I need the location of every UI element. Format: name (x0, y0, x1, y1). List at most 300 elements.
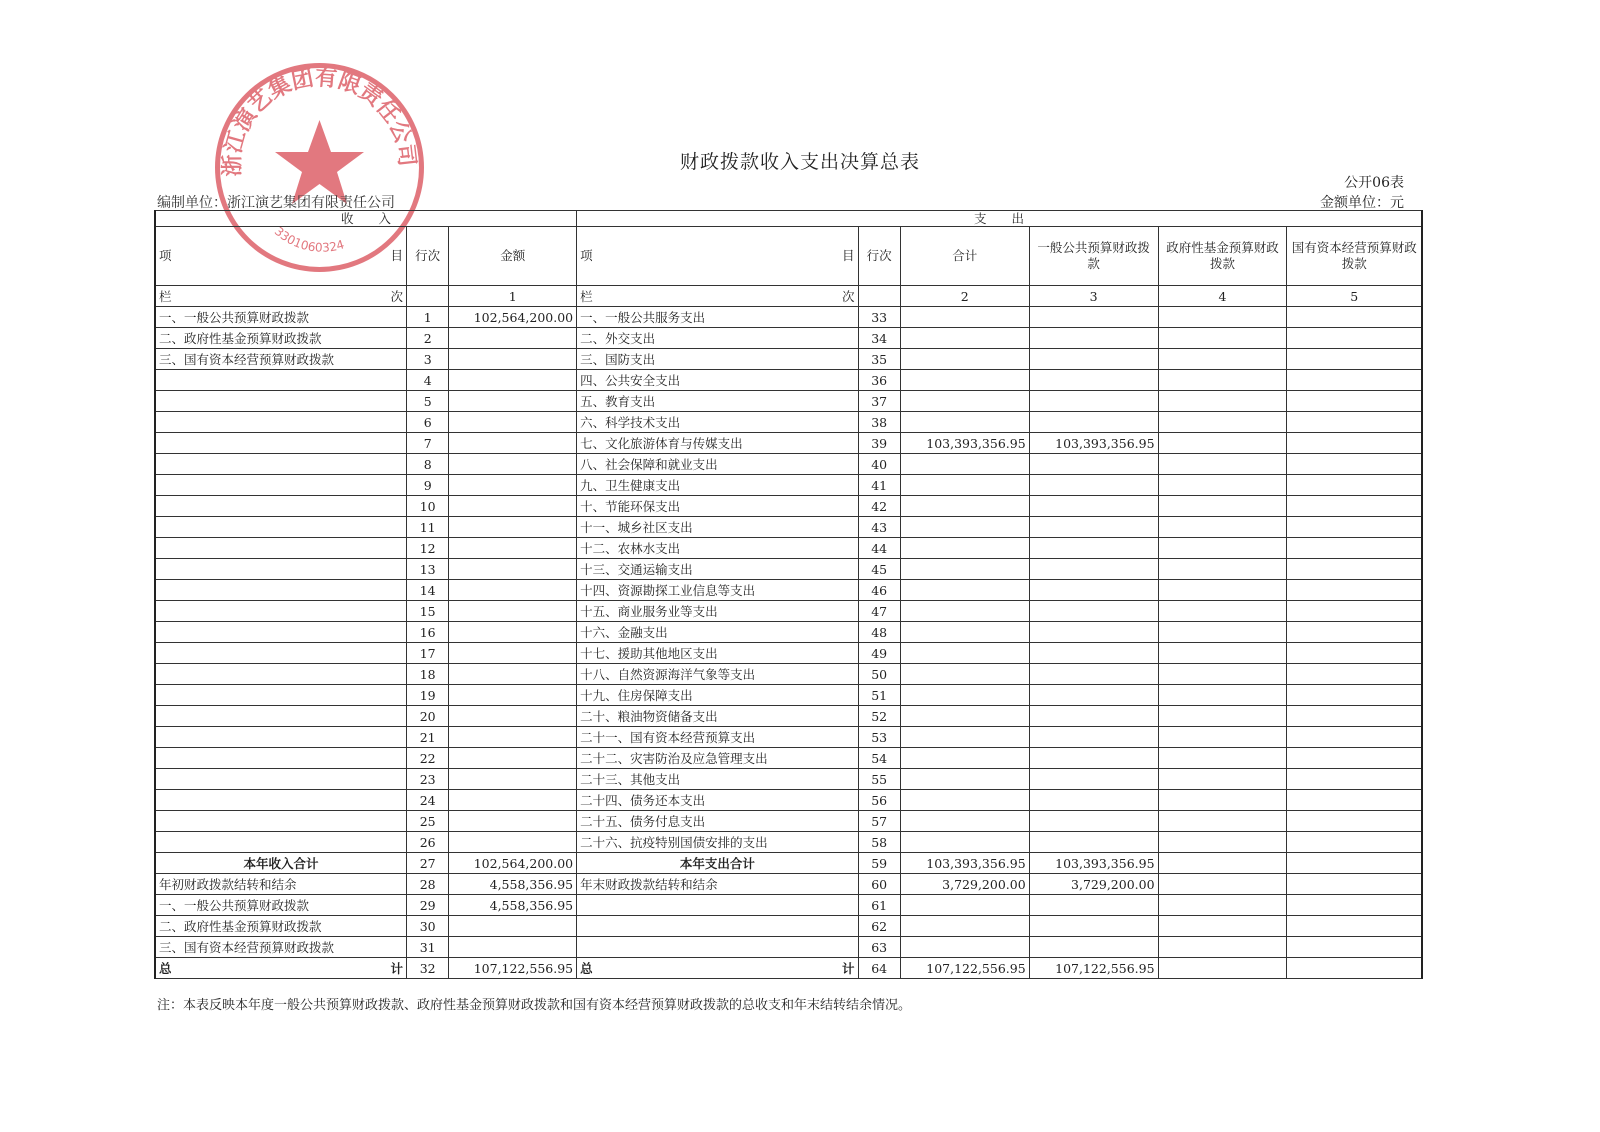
general-budget-amount (1029, 370, 1158, 391)
income-amount: 4,558,356.95 (449, 874, 577, 895)
general-budget-amount (1029, 349, 1158, 370)
expense-row-no: 39 (858, 433, 900, 454)
income-row-no: 4 (407, 370, 449, 391)
expense-row-no: 43 (858, 517, 900, 538)
fund-budget-amount (1158, 496, 1287, 517)
expense-row-no: 36 (858, 370, 900, 391)
income-item (155, 517, 407, 538)
expense-total (900, 328, 1029, 349)
general-budget-amount (1029, 727, 1158, 748)
table-row (155, 874, 1422, 895)
state-capital-amount (1287, 727, 1422, 748)
fund-budget-amount (1158, 685, 1287, 706)
income-row-no: 1 (407, 307, 449, 328)
state-capital-amount (1287, 937, 1422, 958)
table-row (155, 916, 1422, 937)
fund-budget-amount (1158, 454, 1287, 475)
income-row-no: 25 (407, 811, 449, 832)
expense-row-no: 56 (858, 790, 900, 811)
income-row-no: 8 (407, 454, 449, 475)
expense-row-no: 54 (858, 748, 900, 769)
income-item: 三、国有资本经营预算财政拨款 (155, 937, 407, 958)
expense-total (900, 454, 1029, 475)
income-item (155, 664, 407, 685)
income-item (155, 811, 407, 832)
income-row-no: 9 (407, 475, 449, 496)
expense-total (900, 475, 1029, 496)
fund-budget-amount (1158, 706, 1287, 727)
income-item: 二、政府性基金预算财政拨款 (155, 916, 407, 937)
expense-total (900, 559, 1029, 580)
expense-item (577, 937, 858, 958)
expense-item: 二十二、灾害防治及应急管理支出 (577, 748, 858, 769)
income-item (155, 454, 407, 475)
table-row (155, 412, 1422, 433)
income-item: 三、国有资本经营预算财政拨款 (155, 349, 407, 370)
income-row-no: 12 (407, 538, 449, 559)
table-row (155, 937, 1422, 958)
income-amount (449, 916, 577, 937)
general-budget-amount (1029, 517, 1158, 538)
fund-budget-amount (1158, 916, 1287, 937)
income-row-no: 31 (407, 937, 449, 958)
expense-item (577, 916, 858, 937)
income-row-no: 20 (407, 706, 449, 727)
expense-total (900, 538, 1029, 559)
income-row-no: 7 (407, 433, 449, 454)
fund-budget-amount (1158, 748, 1287, 769)
expense-row-no: 40 (858, 454, 900, 475)
table-row (155, 769, 1422, 790)
table-row (155, 559, 1422, 580)
expense-item: 十五、商业服务业等支出 (577, 601, 858, 622)
expense-total (900, 748, 1029, 769)
general-budget-amount (1029, 454, 1158, 475)
fund-budget-amount (1158, 643, 1287, 664)
income-item (155, 496, 407, 517)
fund-budget-amount (1158, 328, 1287, 349)
income-row-no: 17 (407, 643, 449, 664)
income-item: 年初财政拨款结转和结余 (155, 874, 407, 895)
income-row-no: 13 (407, 559, 449, 580)
expense-row-no: 63 (858, 937, 900, 958)
income-row-no: 21 (407, 727, 449, 748)
expense-total-header: 合计 (900, 227, 1029, 286)
general-budget-amount (1029, 307, 1158, 328)
expense-item: 八、社会保障和就业支出 (577, 454, 858, 475)
income-row-no: 10 (407, 496, 449, 517)
table-row (155, 853, 1422, 874)
income-row-no: 16 (407, 622, 449, 643)
income-amount (449, 790, 577, 811)
income-item (155, 370, 407, 391)
general-budget-amount (1029, 706, 1158, 727)
table-row (155, 895, 1422, 916)
expense-item: 十七、援助其他地区支出 (577, 643, 858, 664)
expense-row-no: 53 (858, 727, 900, 748)
expense-row-no: 45 (858, 559, 900, 580)
state-capital-amount (1287, 895, 1422, 916)
income-amount (449, 370, 577, 391)
state-capital-amount (1287, 517, 1422, 538)
state-capital-amount (1287, 307, 1422, 328)
income-row-no: 28 (407, 874, 449, 895)
general-budget-header: 一般公共预算财政拨款 (1029, 227, 1158, 286)
expense-item: 二十、粮油物资储备支出 (577, 706, 858, 727)
state-capital-amount (1287, 433, 1422, 454)
table-row (155, 601, 1422, 622)
expense-total (900, 370, 1029, 391)
state-capital-amount (1287, 811, 1422, 832)
income-row-no: 22 (407, 748, 449, 769)
income-row-no: 26 (407, 832, 449, 853)
table-row (155, 349, 1422, 370)
income-row-no: 2 (407, 328, 449, 349)
income-item (155, 790, 407, 811)
expense-row-no: 52 (858, 706, 900, 727)
expense-total (900, 601, 1029, 622)
expense-total (900, 622, 1029, 643)
expense-item: 十二、农林水支出 (577, 538, 858, 559)
table-row (155, 832, 1422, 853)
table-row (155, 391, 1422, 412)
expense-item-header: 项 目 (577, 227, 858, 286)
expense-item: 二十五、债务付息支出 (577, 811, 858, 832)
expense-row-no: 50 (858, 664, 900, 685)
fund-budget-amount (1158, 790, 1287, 811)
expense-total (900, 391, 1029, 412)
expense-total (900, 664, 1029, 685)
income-amount (449, 769, 577, 790)
table-row (155, 685, 1422, 706)
expense-item: 本年支出合计 (577, 853, 858, 874)
expense-item: 十三、交通运输支出 (577, 559, 858, 580)
state-capital-amount (1287, 664, 1422, 685)
general-budget-amount (1029, 559, 1158, 580)
income-item (155, 391, 407, 412)
income-amount (449, 601, 577, 622)
general-budget-amount (1029, 832, 1158, 853)
income-item: 一、一般公共预算财政拨款 (155, 307, 407, 328)
fund-budget-amount (1158, 433, 1287, 454)
expense-item: 三、国防支出 (577, 349, 858, 370)
income-amount (449, 391, 577, 412)
income-item (155, 538, 407, 559)
state-capital-amount (1287, 580, 1422, 601)
income-item (155, 727, 407, 748)
income-amount: 4,558,356.95 (449, 895, 577, 916)
expense-row-no: 55 (858, 769, 900, 790)
general-budget-amount (1029, 580, 1158, 601)
table-row (155, 475, 1422, 496)
income-amount: 102,564,200.00 (449, 307, 577, 328)
fund-budget-header: 政府性基金预算财政拨款 (1158, 227, 1287, 286)
income-item (155, 643, 407, 664)
expense-row-no: 47 (858, 601, 900, 622)
amount-unit: 金额单位：元 (1320, 195, 1404, 211)
expense-total: 103,393,356.95 (900, 853, 1029, 874)
expense-item: 一、一般公共服务支出 (577, 307, 858, 328)
general-budget-amount (1029, 937, 1158, 958)
state-capital-amount (1287, 769, 1422, 790)
general-budget-amount (1029, 601, 1158, 622)
table-row (155, 706, 1422, 727)
fund-budget-amount (1158, 958, 1287, 979)
income-header: 收 入 (155, 211, 577, 227)
table-row (155, 580, 1422, 601)
fund-budget-amount (1158, 307, 1287, 328)
income-amount (449, 454, 577, 475)
state-capital-amount (1287, 622, 1422, 643)
income-row-no: 32 (407, 958, 449, 979)
income-row-no: 6 (407, 412, 449, 433)
fund-budget-amount (1158, 622, 1287, 643)
state-capital-amount (1287, 412, 1422, 433)
expense-total (900, 811, 1029, 832)
income-item (155, 832, 407, 853)
income-amount (449, 622, 577, 643)
income-row-no: 18 (407, 664, 449, 685)
income-item (155, 769, 407, 790)
general-budget-amount (1029, 685, 1158, 706)
general-budget-amount (1029, 643, 1158, 664)
fund-budget-amount (1158, 601, 1287, 622)
income-item (155, 433, 407, 454)
income-item (155, 685, 407, 706)
expense-row-no: 44 (858, 538, 900, 559)
state-capital-amount (1287, 601, 1422, 622)
income-row-no: 27 (407, 853, 449, 874)
table-row (155, 433, 1422, 454)
expense-item: 十四、资源勘探工业信息等支出 (577, 580, 858, 601)
income-amount (449, 727, 577, 748)
expense-total (900, 580, 1029, 601)
table-row (155, 811, 1422, 832)
expense-total (900, 727, 1029, 748)
expense-item: 二十三、其他支出 (577, 769, 858, 790)
income-amount (449, 748, 577, 769)
expense-total (900, 496, 1029, 517)
income-item (155, 601, 407, 622)
expense-row-no: 42 (858, 496, 900, 517)
income-item (155, 559, 407, 580)
fund-budget-amount (1158, 874, 1287, 895)
expense-total (900, 517, 1029, 538)
expense-row-no: 46 (858, 580, 900, 601)
general-budget-amount (1029, 916, 1158, 937)
budget-table (154, 210, 1423, 979)
state-capital-amount (1287, 454, 1422, 475)
table-row (155, 454, 1422, 475)
income-amount (449, 517, 577, 538)
expense-item: 年末财政拨款结转和结余 (577, 874, 858, 895)
general-budget-amount (1029, 748, 1158, 769)
general-budget-amount (1029, 811, 1158, 832)
expense-row-no: 34 (858, 328, 900, 349)
state-capital-amount (1287, 853, 1422, 874)
expense-row-no: 51 (858, 685, 900, 706)
general-budget-amount (1029, 790, 1158, 811)
general-budget-amount: 103,393,356.95 (1029, 853, 1158, 874)
fund-budget-amount (1158, 559, 1287, 580)
expense-item: 十六、金融支出 (577, 622, 858, 643)
expense-item: 十、节能环保支出 (577, 496, 858, 517)
expense-row-no: 60 (858, 874, 900, 895)
income-item: 本年收入合计 (155, 853, 407, 874)
income-row-no: 29 (407, 895, 449, 916)
state-capital-header: 国有资本经营预算财政拨款 (1287, 227, 1422, 286)
income-amount (449, 349, 577, 370)
income-amount (449, 811, 577, 832)
expense-total (900, 937, 1029, 958)
expense-row-no: 37 (858, 391, 900, 412)
expense-item: 六、科学技术支出 (577, 412, 858, 433)
state-capital-amount (1287, 496, 1422, 517)
income-amount (449, 433, 577, 454)
expense-total: 103,393,356.95 (900, 433, 1029, 454)
expense-row-no: 61 (858, 895, 900, 916)
state-capital-amount (1287, 874, 1422, 895)
fund-budget-amount (1158, 580, 1287, 601)
table-row (155, 538, 1422, 559)
state-capital-amount (1287, 790, 1422, 811)
income-amount (449, 706, 577, 727)
general-budget-amount (1029, 391, 1158, 412)
income-amount: 102,564,200.00 (449, 853, 577, 874)
table-row (155, 517, 1422, 538)
expense-row-no-header: 行次 (858, 227, 900, 286)
state-capital-amount (1287, 685, 1422, 706)
income-row-no: 15 (407, 601, 449, 622)
income-row-no: 3 (407, 349, 449, 370)
fund-budget-amount (1158, 370, 1287, 391)
fund-budget-amount (1158, 937, 1287, 958)
expense-row-no: 58 (858, 832, 900, 853)
expense-row-no: 49 (858, 643, 900, 664)
income-amount (449, 937, 577, 958)
income-item-header: 项 目 (155, 227, 407, 286)
income-amount (449, 664, 577, 685)
fund-budget-amount (1158, 769, 1287, 790)
income-item (155, 748, 407, 769)
expense-total (900, 349, 1029, 370)
general-budget-amount (1029, 328, 1158, 349)
state-capital-amount (1287, 538, 1422, 559)
state-capital-amount (1287, 643, 1422, 664)
table-row (155, 370, 1422, 391)
expense-item: 九、卫生健康支出 (577, 475, 858, 496)
expense-item: 二十四、债务还本支出 (577, 790, 858, 811)
expense-item: 四、公共安全支出 (577, 370, 858, 391)
income-row-no: 30 (407, 916, 449, 937)
expense-total (900, 916, 1029, 937)
income-item (155, 622, 407, 643)
form-number: 公开06表 (1344, 175, 1404, 191)
expense-item (577, 895, 858, 916)
fund-budget-amount (1158, 412, 1287, 433)
income-grand-total-label: 总 计 (155, 958, 407, 979)
general-budget-amount (1029, 538, 1158, 559)
table-row (155, 643, 1422, 664)
income-row-no: 5 (407, 391, 449, 412)
general-budget-amount: 3,729,200.00 (1029, 874, 1158, 895)
general-budget-amount (1029, 664, 1158, 685)
expense-item: 七、文化旅游体育与传媒支出 (577, 433, 858, 454)
state-capital-amount (1287, 916, 1422, 937)
income-row-no: 23 (407, 769, 449, 790)
expense-item: 五、教育支出 (577, 391, 858, 412)
fund-budget-amount (1158, 538, 1287, 559)
table-row (155, 328, 1422, 349)
income-amount (449, 538, 577, 559)
expense-row-no: 57 (858, 811, 900, 832)
table-row (155, 664, 1422, 685)
income-amount: 107,122,556.95 (449, 958, 577, 979)
expense-total (900, 307, 1029, 328)
state-capital-amount (1287, 349, 1422, 370)
expense-total: 107,122,556.95 (900, 958, 1029, 979)
expense-item: 二十六、抗疫特别国债安排的支出 (577, 832, 858, 853)
income-amount-header: 金额 (449, 227, 577, 286)
fund-budget-amount (1158, 895, 1287, 916)
income-item: 一、一般公共预算财政拨款 (155, 895, 407, 916)
income-item (155, 706, 407, 727)
general-budget-amount (1029, 475, 1158, 496)
table-note: 注：本表反映本年度一般公共预算财政拨款、政府性基金预算财政拨款和国有资本经营预算财政拨款的总收支和年末结转结余情况。 (157, 998, 912, 1013)
table-row (155, 748, 1422, 769)
income-amount (449, 328, 577, 349)
state-capital-amount (1287, 958, 1422, 979)
general-budget-amount (1029, 412, 1158, 433)
expense-total (900, 895, 1029, 916)
income-row-no: 14 (407, 580, 449, 601)
expense-row-no: 62 (858, 916, 900, 937)
general-budget-amount: 103,393,356.95 (1029, 433, 1158, 454)
expense-item: 二、外交支出 (577, 328, 858, 349)
expense-header: 支 出 (577, 211, 1422, 227)
income-item (155, 412, 407, 433)
table-row (155, 790, 1422, 811)
state-capital-amount (1287, 706, 1422, 727)
state-capital-amount (1287, 832, 1422, 853)
income-amount (449, 580, 577, 601)
fund-budget-amount (1158, 349, 1287, 370)
expense-row-no: 41 (858, 475, 900, 496)
general-budget-amount (1029, 622, 1158, 643)
income-row-no-header: 行次 (407, 227, 449, 286)
general-budget-amount (1029, 895, 1158, 916)
fund-budget-amount (1158, 475, 1287, 496)
income-item (155, 475, 407, 496)
expense-item: 十一、城乡社区支出 (577, 517, 858, 538)
income-item: 二、政府性基金预算财政拨款 (155, 328, 407, 349)
compiling-unit: 编制单位：浙江演艺集团有限责任公司 (157, 195, 395, 211)
table-row (155, 622, 1422, 643)
svg-text:3301060324: 3301060324 (271, 224, 346, 255)
income-row-no: 19 (407, 685, 449, 706)
fund-budget-amount (1158, 727, 1287, 748)
header-row-top (155, 211, 1422, 227)
expense-total (900, 790, 1029, 811)
table-row (155, 307, 1422, 328)
income-amount (449, 685, 577, 706)
state-capital-amount (1287, 559, 1422, 580)
income-amount (449, 643, 577, 664)
expense-item: 十九、住房保障支出 (577, 685, 858, 706)
state-capital-amount (1287, 475, 1422, 496)
state-capital-amount (1287, 748, 1422, 769)
income-amount (449, 412, 577, 433)
